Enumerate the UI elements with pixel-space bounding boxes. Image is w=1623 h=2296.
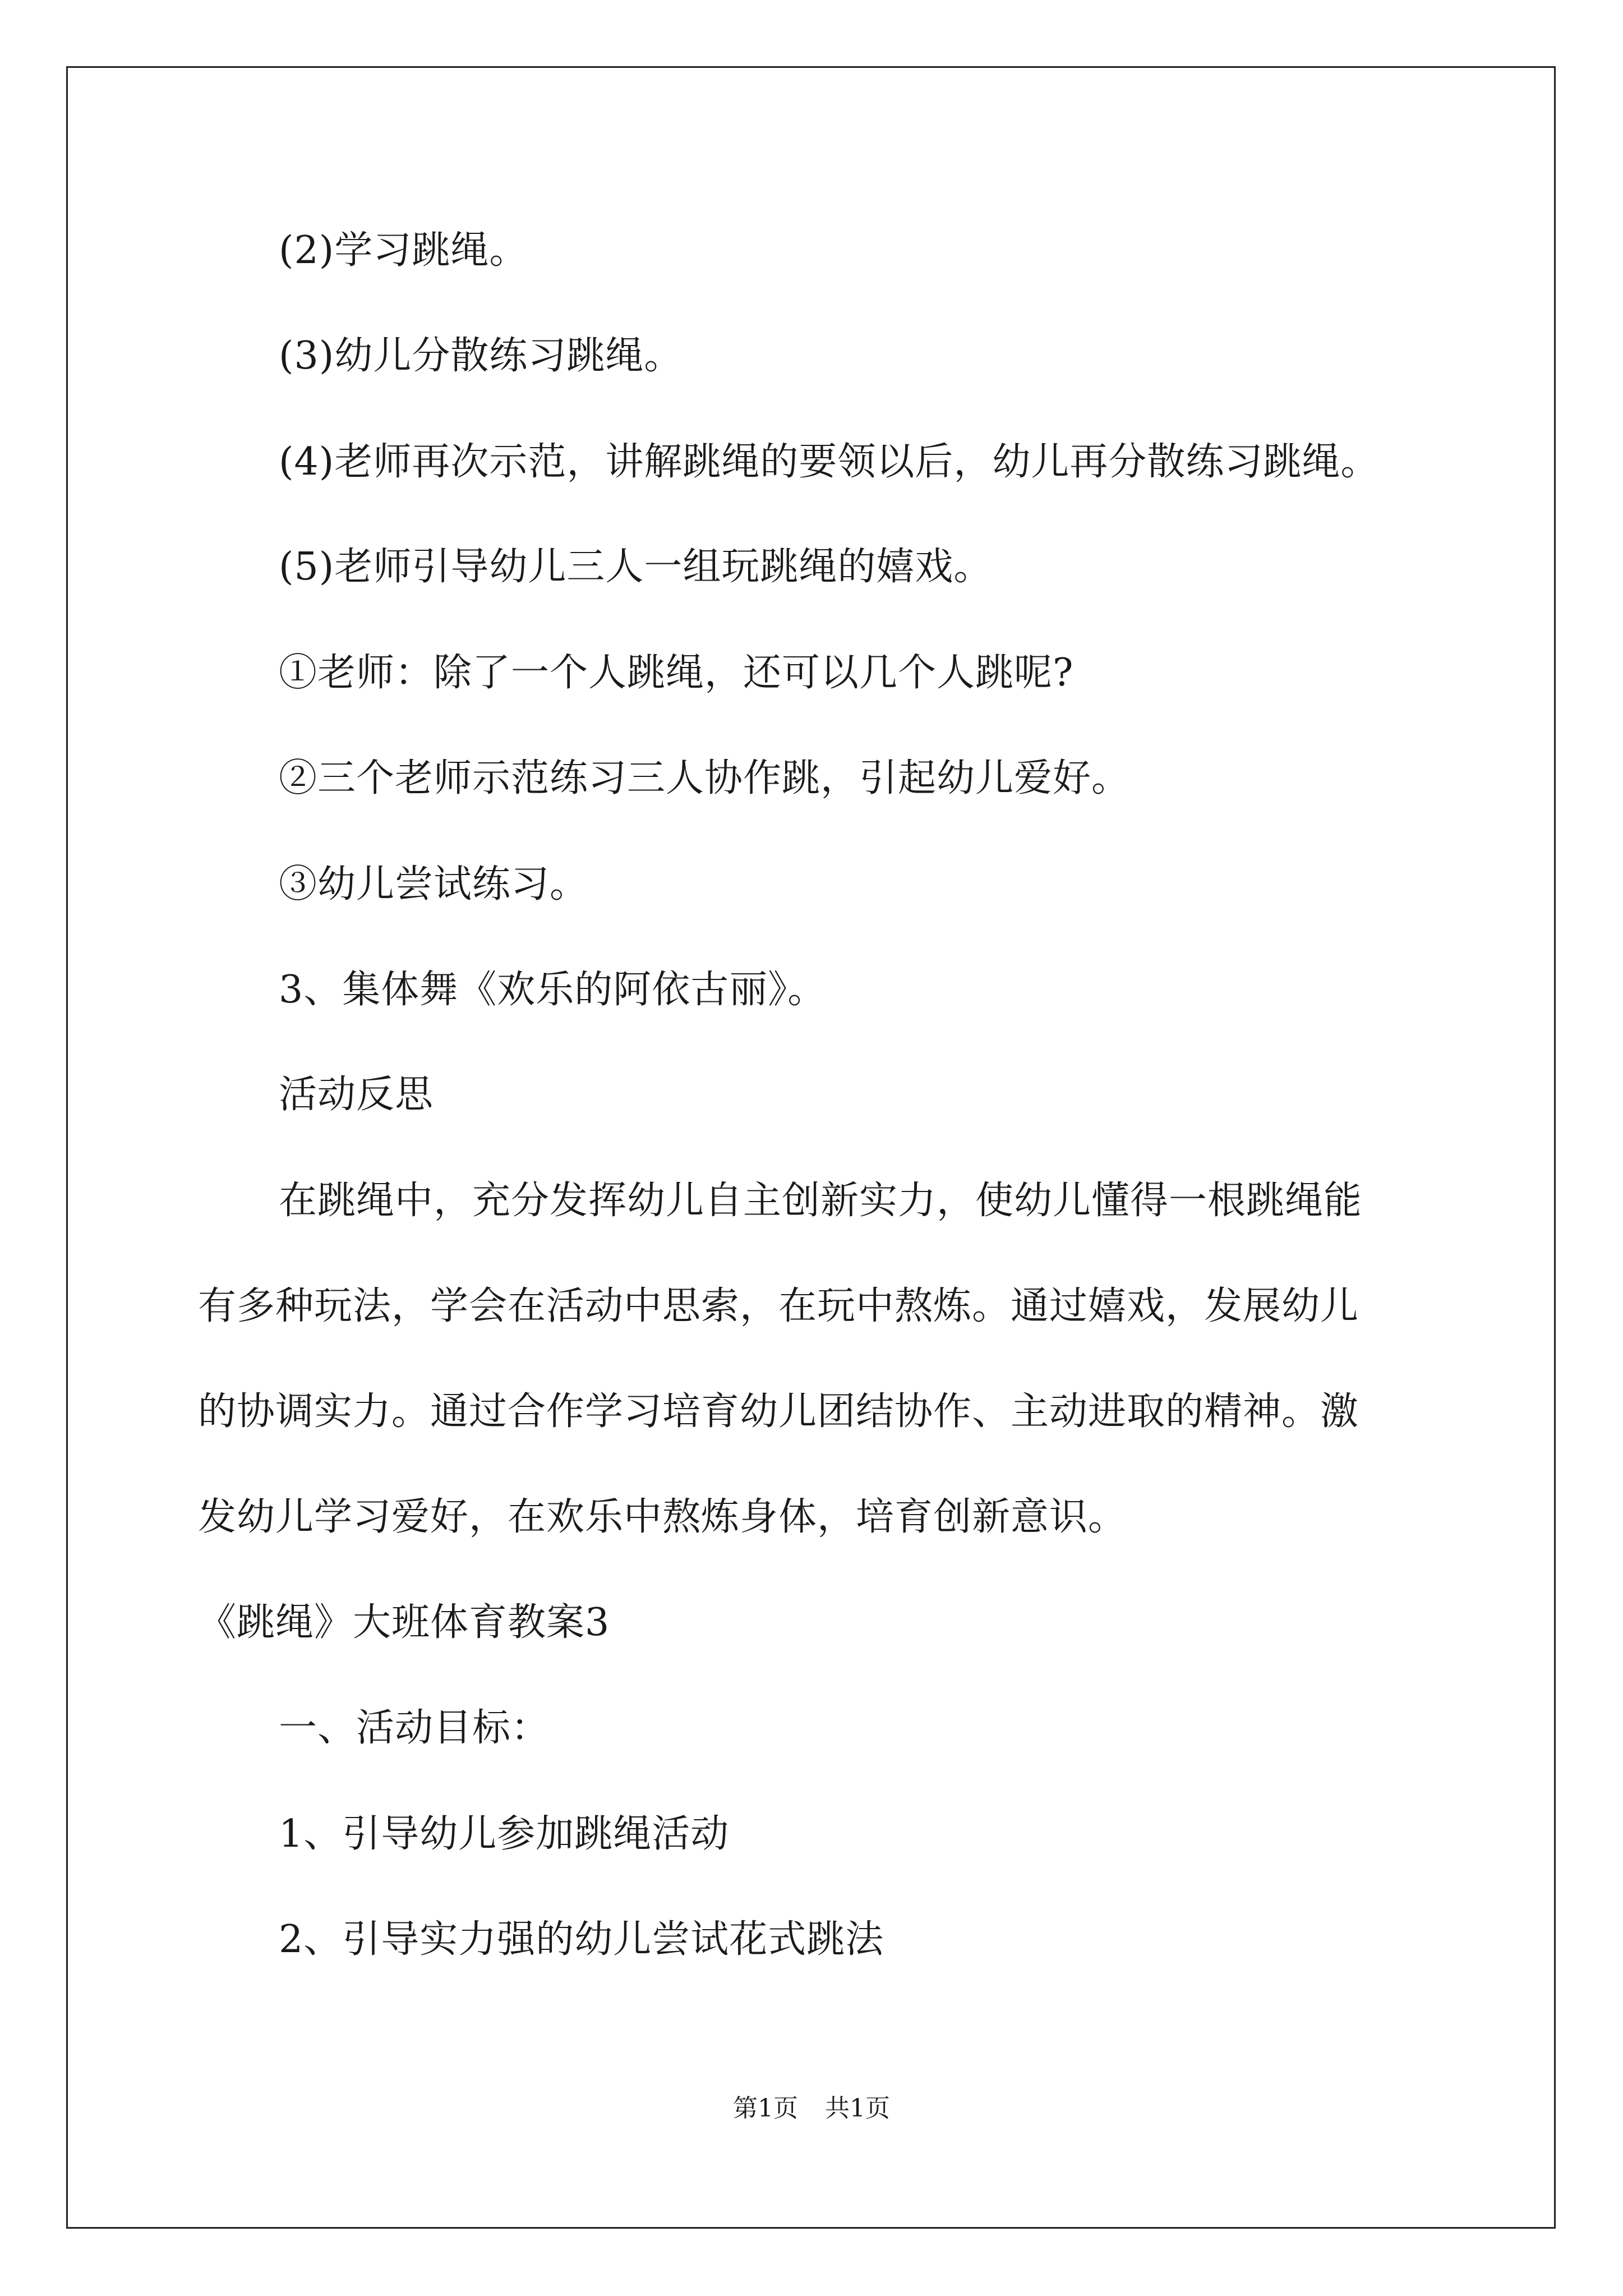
reflection-paragraph-line: 在跳绳中，充分发挥幼儿自主创新实力，使幼儿懂得一根跳绳能 — [279, 1179, 1363, 1223]
step-2-text: (2)学习跳绳。 — [279, 228, 528, 273]
reflection-paragraph-line: 发幼儿学习爱好，在欢乐中熬炼身体，培育创新意识。 — [198, 1495, 1127, 1539]
substep-3-text: ③幼儿尝试练习。 — [279, 862, 589, 907]
substep-1-text: ①老师：除了一个人跳绳，还可以几个人跳呢? — [279, 651, 1074, 695]
step-4-text: (4)老师再次示范，讲解跳绳的要领以后，幼儿再分散练习跳绳。 — [279, 440, 1380, 484]
lesson-plan-title: 《跳绳》大班体育教案3 — [198, 1600, 610, 1645]
objective-2-text: 2、引导实力强的幼儿尝试花式跳法 — [279, 1917, 884, 1962]
objective-1-text: 1、引导幼儿参加跳绳活动 — [279, 1812, 730, 1856]
page-footer — [0, 2096, 1623, 2121]
substep-2-text: ②三个老师示范练习三人协作跳，引起幼儿爱好。 — [279, 756, 1131, 800]
step-5-text: (5)老师引导幼儿三人一组玩跳绳的嬉戏。 — [279, 545, 993, 589]
page-border — [66, 66, 1556, 2229]
reflection-paragraph-line: 有多种玩法，学会在活动中思索，在玩中熬炼。通过嬉戏，发展幼儿 — [198, 1284, 1359, 1328]
reflection-paragraph-line: 的协调实力。通过合作学习培育幼儿团结协作、主动进取的精神。激 — [198, 1389, 1359, 1434]
page-number: 第1页 — [733, 2094, 798, 2123]
page-total: 共1页 — [825, 2094, 890, 2123]
objectives-heading: 一、活动目标： — [279, 1706, 550, 1750]
step-3-text: (3)幼儿分散练习跳绳。 — [279, 334, 683, 378]
reflection-heading: 活动反思 — [279, 1073, 434, 1117]
section-3-text: 3、集体舞《欢乐的阿依古丽》。 — [279, 968, 827, 1012]
